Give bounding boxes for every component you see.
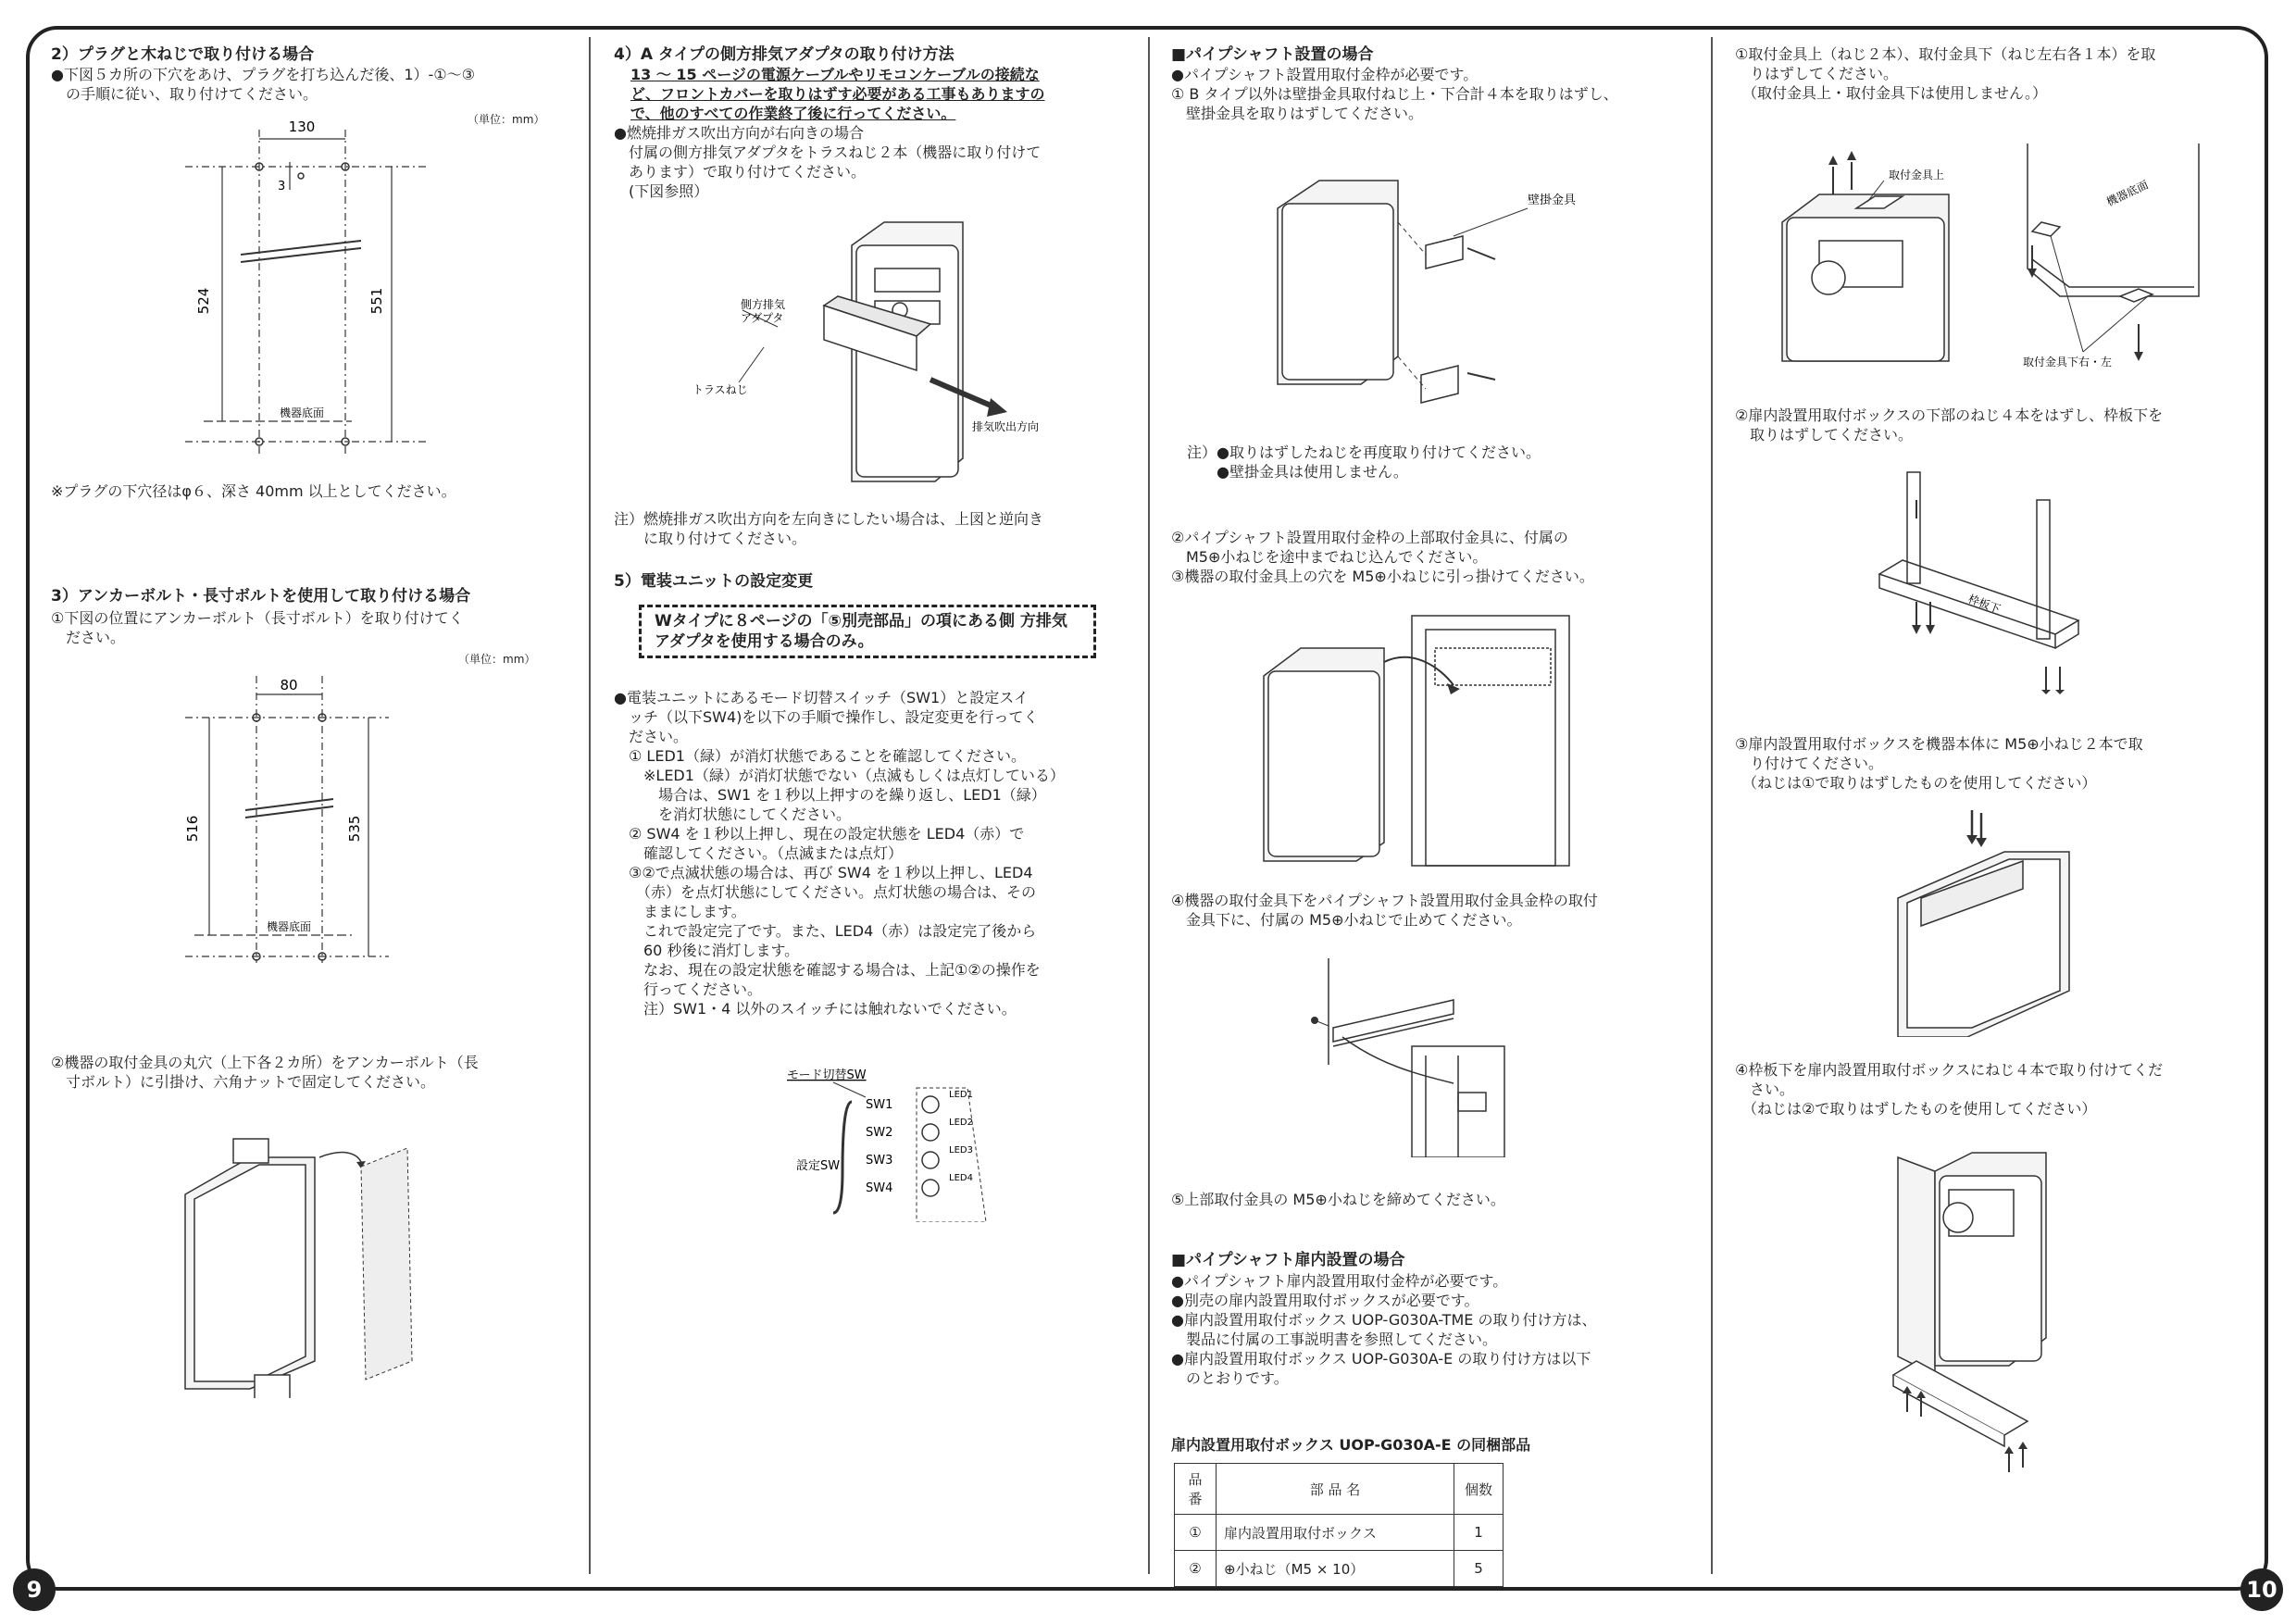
lower-bracket-label: 取付金具下右・左 [2023, 356, 2113, 369]
unit-label: （単位：mm） [468, 113, 545, 126]
unit-label: （単位：mm） [458, 653, 536, 666]
table-cell: 5 [1454, 1551, 1504, 1587]
note: ※プラグの下穴径はφ６、深さ 40mm 以上としてください。 [51, 482, 456, 500]
mode-switch-label: モード切替SW [787, 1068, 867, 1082]
table-header: 部 品 名 [1217, 1464, 1454, 1515]
column-divider [589, 37, 591, 1574]
frame-lower-label: 枠板下 [1965, 592, 2003, 617]
upper-bracket-label: 取付金具上 [1889, 169, 1945, 181]
notice-box: Wタイプに８ページの「⑤別売部品」の項にある側 方排気アダプタを使用する場合のみ。 [639, 605, 1096, 658]
table-header: 品番 [1175, 1464, 1217, 1515]
note: 注）燃焼排ガス吹出方向を左向きにしたい場合は、上図と逆向き に取り付けてください。 [614, 510, 1044, 547]
column-3 [1171, 44, 1690, 123]
sw-label: SW1 [866, 1098, 893, 1112]
bottom-label: 機器底面 [266, 920, 312, 933]
dimension-label: 130 [288, 119, 316, 135]
section-title: 5）電装ユニットの設定変更 [614, 572, 814, 591]
section-body: ●燃焼排ガス吹出方向が右向きの場合 付属の側方排気アダプタをトラスねじ２本（機器に取り付けて あります）で取り付けてください。 (下図参照） [614, 124, 1042, 200]
table-cell: 1 [1454, 1515, 1504, 1551]
table-header: 個数 [1454, 1464, 1504, 1515]
anchor-bolt-diagram [167, 662, 407, 968]
dimension-label: 516 [184, 815, 201, 843]
table-row [1175, 1515, 1504, 1551]
bottom-label: 機器底面 [279, 406, 325, 419]
dimension-label: 535 [346, 815, 363, 843]
section-title: 3）アンカーボルト・長寸ボルトを使用して取り付ける場合 [51, 587, 471, 606]
parts-table [1174, 1463, 1504, 1587]
wall-bracket-label: 壁掛金具 [1528, 194, 1577, 207]
step-text: ①下図の位置にアンカーボルト（長寸ボルト）を取り付けてく ださい。 [51, 609, 464, 646]
box-attach-illustration [1884, 806, 2097, 1037]
step-text: ②機器の取付金具の丸穴（上下各２カ所）をアンカーボルト（長 寸ボルト）に引掛け、六角ナットで固定してください。 [51, 1054, 479, 1091]
table-header-row [1175, 1464, 1504, 1515]
dimension-label: 80 [280, 677, 298, 693]
step-text: ②パイプシャフト設置用取付金枠の上部取付金具に、付属の M5⊕小ねじを途中までねじ込んでください。 ③機器の取付金具上の穴を M5⊕小ねじに引っ掛けてください。 [1171, 529, 1594, 585]
led-label: LED2 [949, 1118, 973, 1128]
dimension-label: 551 [368, 287, 385, 315]
step-text: ①取付金具上（ねじ２本）、取付金具下（ねじ左右各１本）を取 りはずしてください。 （取付金具上・取付金具下は使用しません。） [1735, 45, 2156, 102]
column-2 [614, 44, 1132, 201]
screw-label: トラスねじ [693, 383, 748, 396]
section-title: 4）A タイプの側方排気アダプタの取り付け方法 [614, 45, 955, 64]
bottom-label: 機器底面 [2104, 178, 2151, 209]
section-title: ■パイプシャフト扉内設置の場合 [1171, 1251, 1405, 1269]
unit-mount-illustration [167, 1120, 444, 1398]
section-body: ●電装ユニットにあるモード切替スイッチ（SW1）と設定スイ ッチ（以下SW4)を以下の手順で操作し、設定変更を行ってく ださい。 ① LED1（緑）が消灯状態であることを確認してください。 ※LED1（緑）が消灯状態でない（点滅もしくは点灯している） 場合は、SW1 を１秒以上押すのを繰り返し、LED1（緑） を消灯状態にしてください。 ② SW4 を１秒以上押し、現在の設定状態を LED4（赤）で 確認してください。（点滅または点灯） ③②で点滅状態の場合は、再び SW4 を１秒以上押し、LED4 （赤）を点灯状態にしてください。点灯状態の場合は、その ままにします。 これで設定完了です。また、LED4（赤）は設定完了後から 60 秒後に消灯します。 なお、現在の設定状態を確認する場合は、上記①②の操作を 行ってください。 注）SW1・4 以外のスイッチには触れないでください。 [614, 689, 1065, 1018]
column-1 [51, 44, 569, 104]
column-divider [1711, 37, 1713, 1574]
frame-lower-removal-illustration [1866, 463, 2097, 694]
table-cell: ② [1175, 1551, 1217, 1587]
led-label: LED1 [949, 1090, 973, 1100]
step-text: ③扉内設置用取付ボックスを機器本体に M5⊕小ねじ２本で取 り付けてください。 （ねじは①で取りはずしたものを使用してください） [1735, 735, 2143, 792]
wall-bracket-removal-illustration [1268, 171, 1620, 421]
section-body: ●下図５カ所の下穴をあけ、プラグを打ち込んだ後、1）-①～③ の手順に従い、取り付けてください。 [51, 66, 475, 103]
table-cell: ⊕小ねじ（M5 × 10） [1217, 1551, 1454, 1587]
bracket-removal-illustration [1764, 139, 2217, 380]
frame-lower-attach-illustration [1879, 1143, 2120, 1477]
table-title: 扉内設置用取付ボックス UOP-G030A-E の同梱部品 [1171, 1436, 1531, 1454]
adapter-label: 側方排気アダプタ [741, 298, 786, 325]
dimension-label: 3 [278, 180, 286, 194]
step-text: ④機器の取付金具下をパイプシャフト設置用取付金具金枠の取付 金具下に、付属の M5⊕小ねじで止めてください。 [1171, 892, 1598, 929]
pipe-shaft-hang-illustration [1254, 611, 1578, 870]
led-label: LED3 [949, 1145, 973, 1156]
section-body: ●パイプシャフト扉内設置用取付金枠が必要です。 ●別売の扉内設置用取付ボックスが必要です。 ●扉内設置用取付ボックス UOP-G030A-TME の取り付け方は、 製品に付属の工事説明書を参照してください。 ●扉内設置用取付ボックス UOP-G030A-E の取り付け方は以下 のとおりです。 [1171, 1272, 1597, 1387]
column-divider [1148, 37, 1150, 1574]
note: 注）●取りはずしたねじを再度取り付けてください。 ●壁掛金具は使用しません。 [1187, 443, 1541, 481]
step-text: ④枠板下を扉内設置用取付ボックスにねじ４本で取り付けてくだ さい。 （ねじは②で取りはずしたものを使用してください） [1735, 1061, 2164, 1118]
table-row [1175, 1551, 1504, 1587]
warning-text: 13 ～ 15 ページの電源ケーブルやリモコンケーブルの接続な ど、フロントカバーを取りはずす必要がある工事もありますの で、他のすべての作業終了後に行ってください。 [630, 66, 1045, 122]
table-cell: ① [1175, 1515, 1217, 1551]
step-text: ②扉内設置用取付ボックスの下部のねじ４本をはずし、枠板下を 取りはずしてください。 [1735, 406, 2164, 443]
lower-bracket-illustration [1287, 954, 1509, 1157]
section-title: ■パイプシャフト設置の場合 [1171, 45, 1374, 64]
switch-diagram [778, 1060, 1018, 1222]
sw-label: SW4 [866, 1181, 893, 1195]
plug-hole-diagram [167, 116, 444, 458]
led-label: LED4 [949, 1173, 973, 1183]
exhaust-direction-label: 排気吹出方向 [972, 420, 1040, 433]
sw-label: SW2 [866, 1126, 893, 1140]
side-exhaust-adapter-illustration [685, 218, 1055, 495]
table-cell: 扉内設置用取付ボックス [1217, 1515, 1454, 1551]
sw-label: SW3 [866, 1154, 893, 1168]
page-number-left: 9 [13, 1568, 56, 1611]
section-body: ●パイプシャフト設置用取付金枠が必要です。 ① B タイプ以外は壁掛金具取付ねじ上・下合計４本を取りはずし、 壁掛金具を取りはずしてください。 [1171, 66, 1618, 122]
step-text: ⑤上部取付金具の M5⊕小ねじを締めてください。 [1171, 1191, 1505, 1208]
section-title: 2）プラグと木ねじで取り付ける場合 [51, 45, 315, 64]
dimension-label: 524 [195, 287, 212, 315]
page-number-right: 10 [2240, 1568, 2283, 1611]
setting-switch-label: 設定SW [796, 1159, 841, 1173]
column-4 [1735, 44, 2253, 103]
